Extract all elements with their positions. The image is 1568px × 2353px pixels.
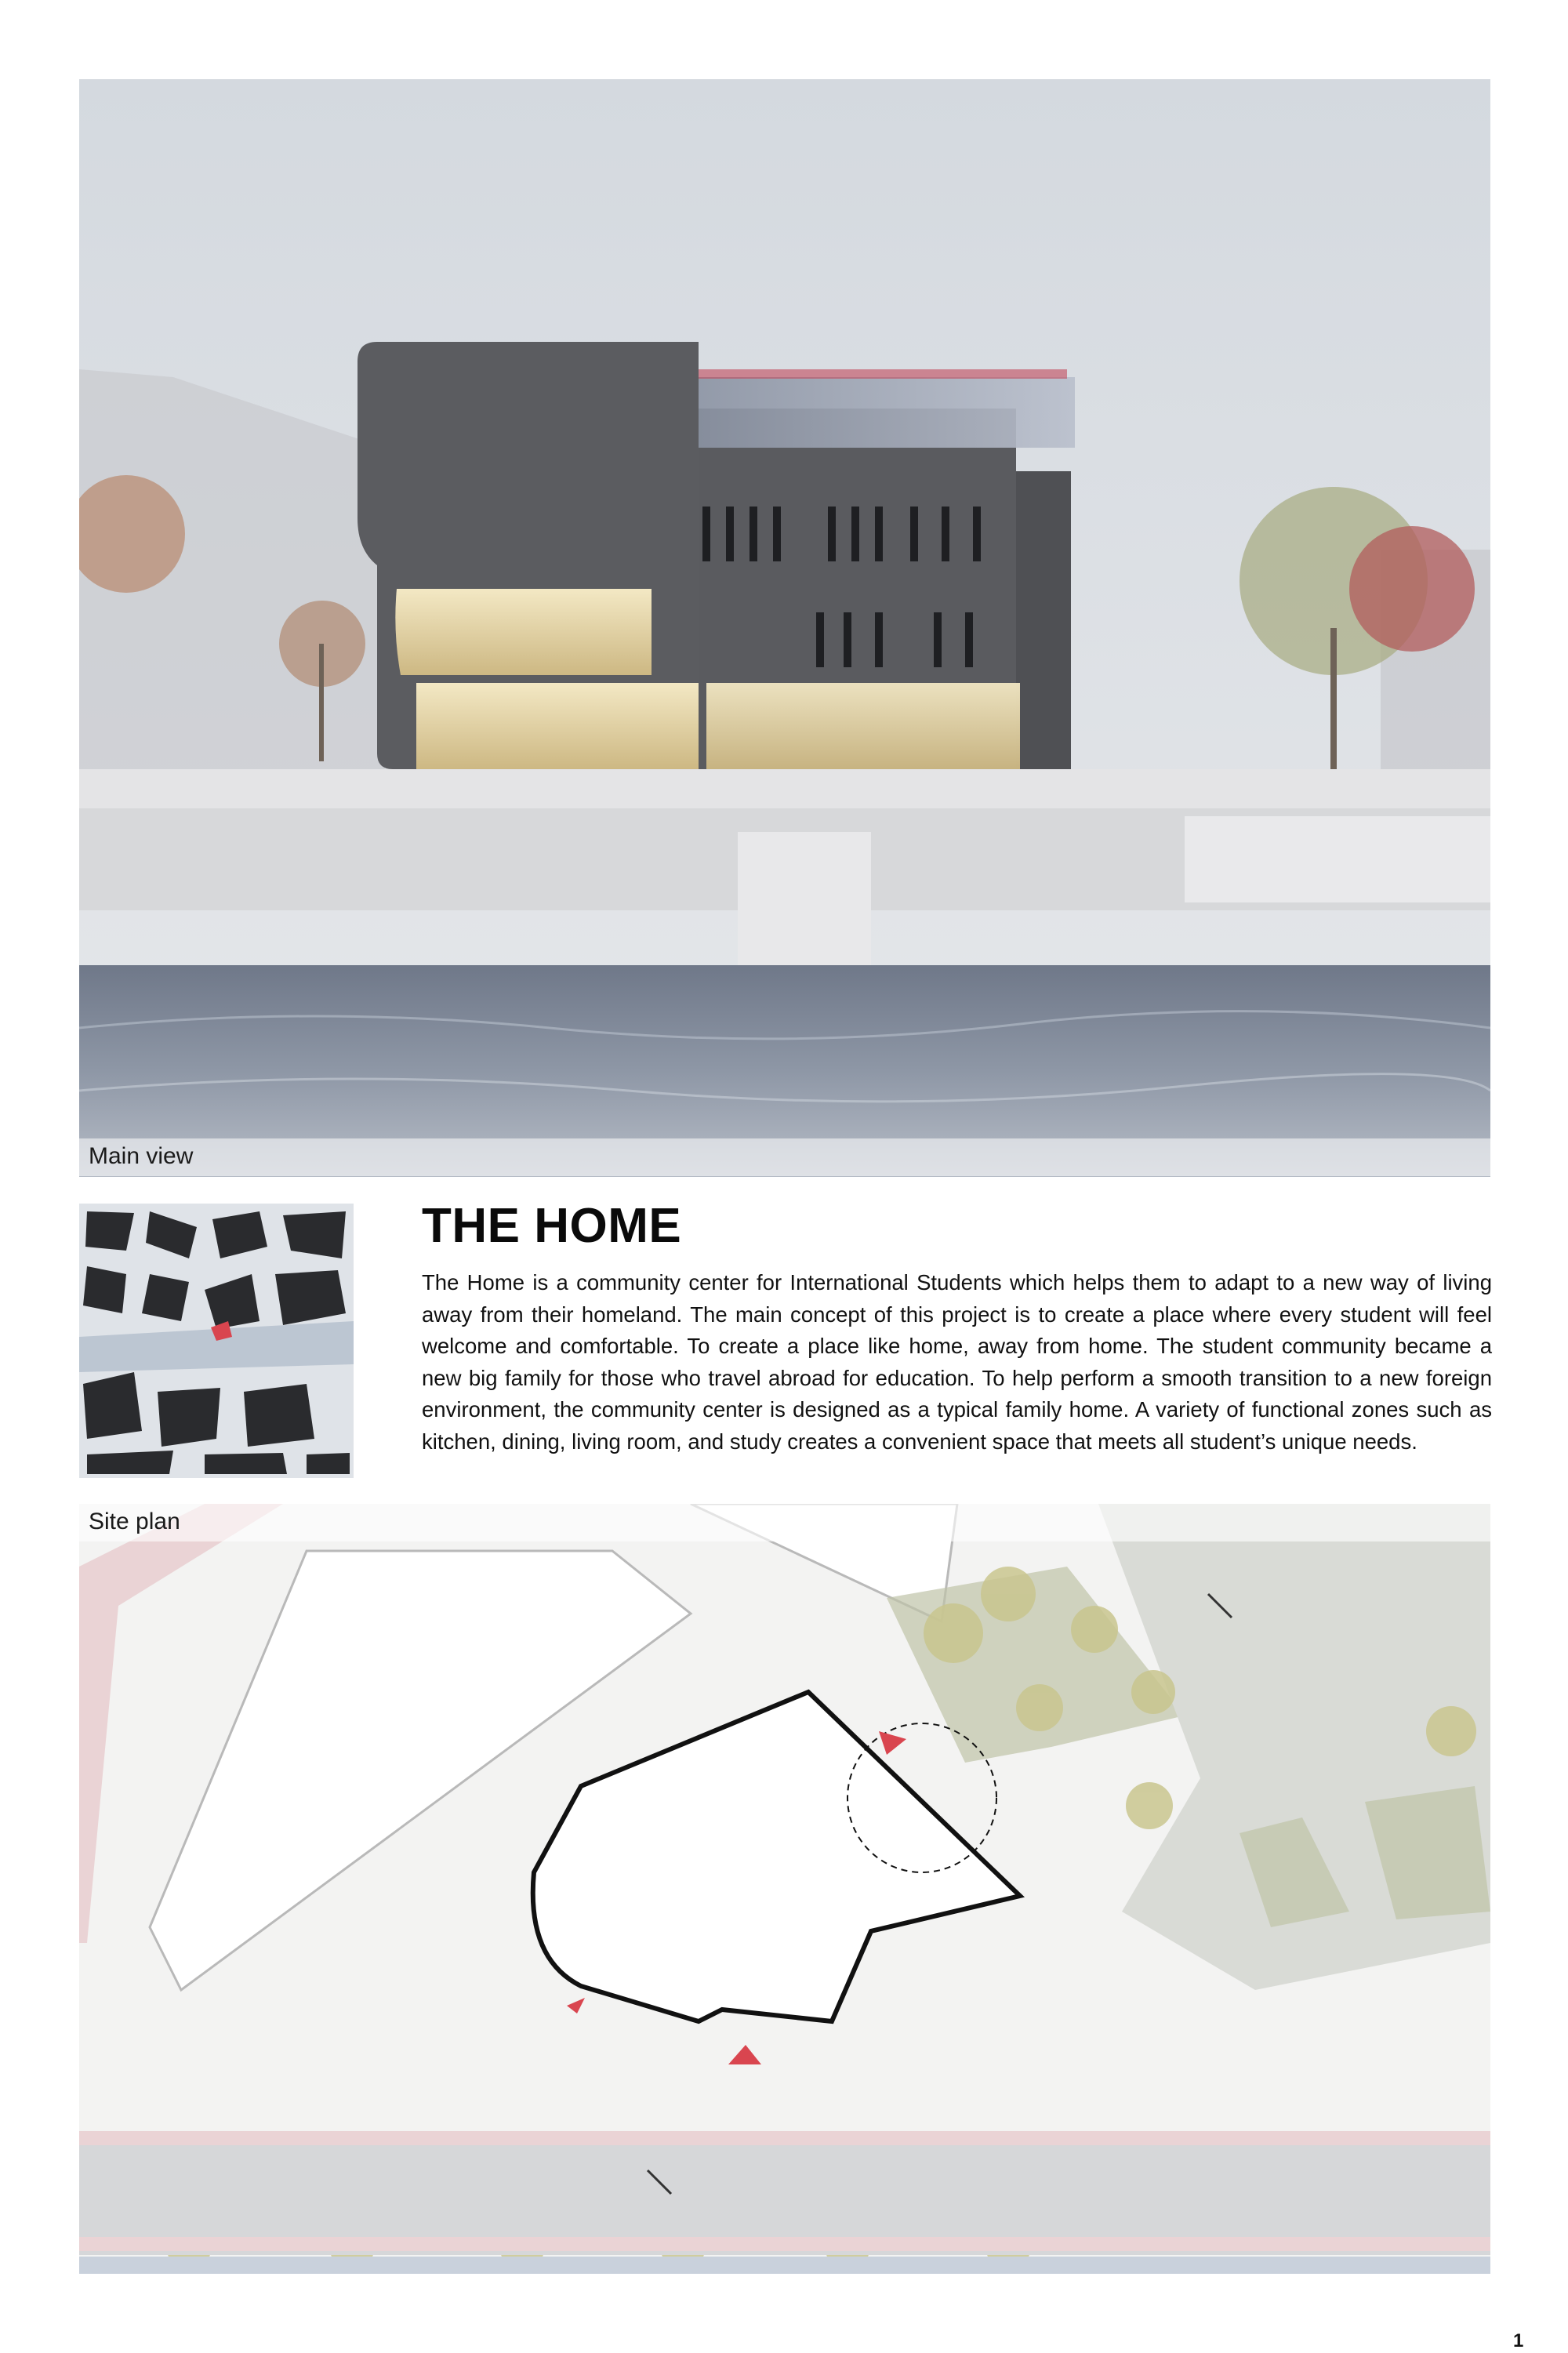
main-view-render — [79, 79, 1490, 1177]
context-map — [79, 1204, 354, 1478]
building — [358, 342, 1075, 769]
project-title: THE HOME — [422, 1199, 682, 1253]
main-view-caption: Main view — [89, 1143, 194, 1169]
site-plan-caption-bar — [79, 1504, 1490, 1541]
site-plan-caption: Site plan — [89, 1509, 180, 1534]
project-description: The Home is a community center for International Students which helps them to adapt to a new way of living away from their homeland. The main concept of this project is to create a place where every student will feel welcome and comfortable. To create a place like home, away from home. The student community became a new big family for those who travel abroad for education. To help perform a smooth transition to a new foreign environment, the community center is designed as a typical family home. A variety of functional zones such as kitchen, dining, living room, and study creates a convenient space that meets all student’s unique needs. — [422, 1270, 1492, 1454]
main-view-caption-bar — [79, 1138, 1490, 1176]
site-plan-drawing — [79, 1504, 1490, 2274]
page-number: 1 — [1513, 2330, 1524, 2351]
